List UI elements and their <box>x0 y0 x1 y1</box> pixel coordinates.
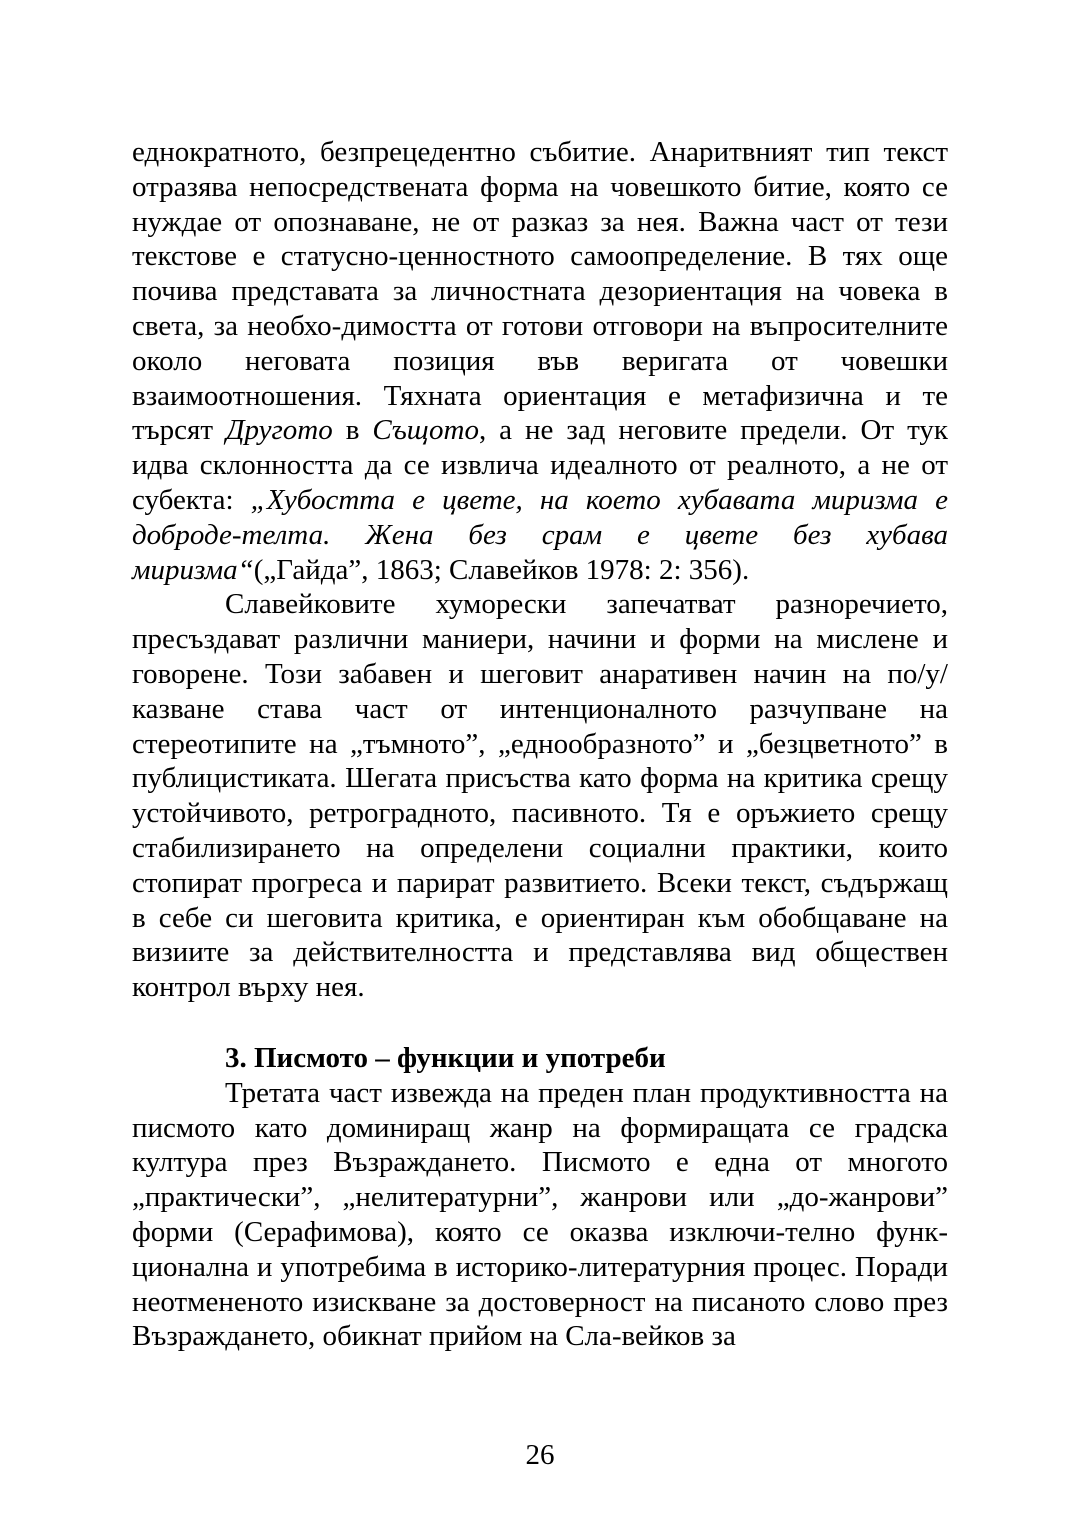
emphasis-sashtoto: Същото <box>372 414 479 447</box>
citation: („Гайда”, 1863; Славейков 1978: 2: 356). <box>253 553 750 586</box>
paragraph-1-text-1: еднократното, безпрецедентно събитие. Анаритвният тип текст отразява непосредствената форма на човешкото битие, която се нуждае от опознаване, не от разказ за нея. Важна част от тези текстове е статусно-ценностното самоопределение. В тях още почива представата за личностната дезориентация на човека в света, за необхо-димостта от готови отговори на въпросителните около неговата позиция във веригата от човешки взаимоотношения. Тяхната ориентация е метафизична и те търсят <box>132 136 948 447</box>
paragraph-2 <box>132 587 948 1005</box>
paragraph-3-text: Третата част извежда на преден план продуктивността на писмото като доминиращ жанр на формиращата се градска култура през Възраждането. Писмото е една от многото „практически”, „нелитературни”, жанрови или „до-жанрови” форми (Серафимова), която се оказва изключи-телно функционална и употребима в историко-литературния процес. Поради неотмененото изискване за достоверност на писаното слово през Възраждането, обикнат прийом на Сла-вейков за <box>132 1076 948 1353</box>
paragraph-1-text-3: , а не зад неговите предели. От тук идва склонността да се извлича идеалното от реалното, а не от субекта: <box>132 414 948 516</box>
paragraph-1 <box>132 135 948 587</box>
paragraph-3 <box>132 1076 948 1354</box>
quotation-italic: „Хубостта е цвете, на което хубавата миризма е доброде-телта. Жена без срам е цвете без хубава миризма“ <box>132 483 948 586</box>
page-number: 26 <box>525 1439 555 1471</box>
emphasis-drugoto: Другото <box>226 414 333 447</box>
section-heading: 3. Писмото – функции и употреби <box>225 1041 666 1074</box>
paragraph-2-text: Славейковите хуморески запечатват разноречието, пресъздават различни маниери, начини и форми на мислене и говорене. Този забавен и шеговит анаративен начин на по/у/казване става част от интенционалното разчупване на стереотипите на „тъмното”, „еднообразното” и „безцветното” в публицистиката. Шегата присъства като форма на критика срещу устойчивото, ретроградното, пасивното. Тя е оръжието срещу стабилизирането на определени социални практики, които стопират прогреса и парират развитието. Всеки текст, съдържащ в себе си шеговита критика, е ориентиран към обобщаване на визиите за действителността и представлява вид обществен контрол върху нея. <box>132 588 948 1004</box>
body-text <box>132 135 948 1354</box>
paragraph-1-text-2: в <box>332 414 373 447</box>
